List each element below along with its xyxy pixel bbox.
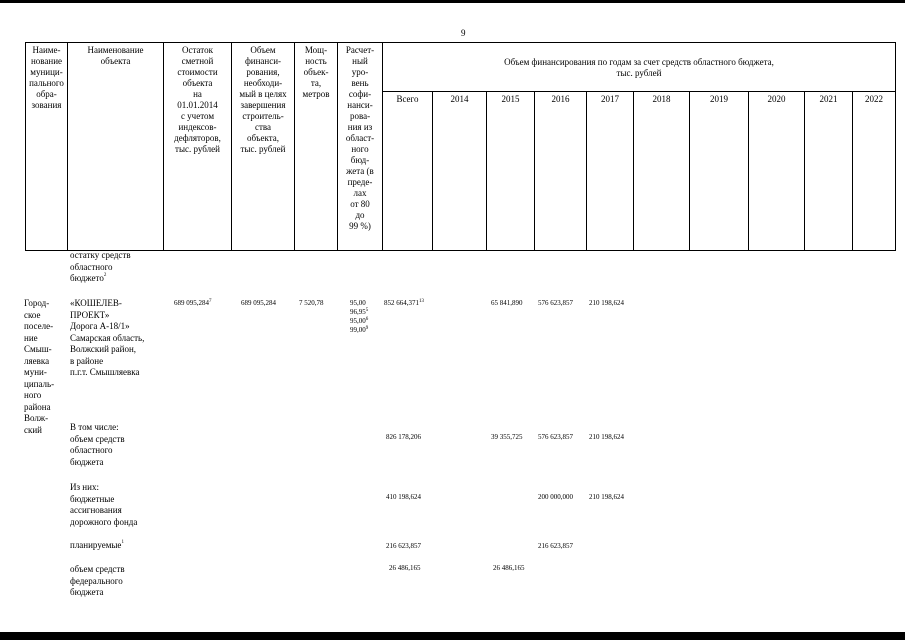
object-name: «КОШЕЛЕВ- ПРОЕКТ» Дорога А-18/1» Самарская область, Волжский район, в районе п.г.т. Смышляевка	[70, 298, 145, 377]
subrow-regional-label: В том числе: объем средств областного бюджета	[70, 422, 125, 467]
year-header-2022: 2022	[865, 94, 883, 104]
subrow-regional-2017: 210 198,624	[589, 433, 624, 441]
funding-value: 689 095,284	[241, 299, 276, 307]
subrow-regional-2016: 576 623,857	[538, 433, 573, 441]
year-header-2015: 2015	[501, 94, 520, 104]
main-total: 852 664,371$^{13}$	[384, 299, 424, 307]
subrow-road-fund-2016: 200 000,000	[538, 493, 573, 501]
subrow-road-fund-total: 410 198,624	[386, 493, 421, 501]
residual-value: 689 095,284$^7$	[174, 299, 212, 307]
main-2017: 210 198,624	[589, 299, 624, 307]
main-2015: 65 841,890	[491, 299, 523, 307]
year-header-2017: 2017	[601, 94, 619, 104]
header-funding-group: Объем финансирования по годам за счет средств областного бюджета, тыс. рублей	[504, 57, 774, 78]
main-2016: 576 623,857	[538, 299, 573, 307]
subrow-planned-total: 216 623,857	[386, 542, 421, 550]
subrow-federal-2015: 26 486,165	[493, 564, 525, 572]
municipality-name: Город- ское поселе- ние Смыш- ляевка муни- ципаль- ного района Волж- ский	[24, 298, 55, 435]
year-header-2019: 2019	[710, 94, 728, 104]
header-object-name: Наименование объекта	[87, 45, 144, 66]
year-header-2016: 2016	[551, 94, 570, 104]
subrow-regional-2015: 39 355,725	[491, 433, 523, 441]
capacity-value: 7 520,78	[299, 299, 324, 307]
header-capacity: Мощ- ность объек- та, метров	[302, 45, 330, 99]
page-number: 9	[461, 28, 466, 38]
carryover-text: остатку средств областного бюджето$^2$	[70, 250, 131, 283]
year-header-total: Всего	[396, 94, 419, 104]
scan-bottom-edge	[0, 632, 905, 640]
subrow-regional-total: 826 178,206	[386, 433, 421, 441]
year-header-2014: 2014	[450, 94, 469, 104]
subrow-road-fund-label: Из них: бюджетные ассигнования дорожного фонда	[70, 482, 138, 527]
header-residual-cost: Остаток сметной стоимости объекта на 01.01.2014 с учетом индексов- дефляторов, тыс. рублей	[174, 45, 221, 154]
subrow-federal-label: объем средств федерального бюджета	[70, 564, 125, 597]
subrow-federal-total: 26 486,165	[389, 564, 421, 572]
header-cofinancing: Расчет- ный уро- вень софи- нанси- рова- ния из област- ного бюд- жета (в преде- лах от 80 до 99 %)	[345, 45, 375, 231]
subrow-road-fund-2017: 210 198,624	[589, 493, 624, 501]
cofinancing-levels: 95,00 96,95$^5$ 95,00$^6$ 99,00$^9$	[350, 299, 369, 334]
year-header-2021: 2021	[819, 94, 838, 104]
year-header-2018: 2018	[652, 94, 671, 104]
scan-top-edge	[0, 0, 905, 3]
subrow-planned-2016: 216 623,857	[538, 542, 573, 550]
header-municipality: Наиме- нование муници- пального обра- зования	[29, 45, 64, 110]
year-header-2020: 2020	[767, 94, 786, 104]
header-funding-volume: Объем финанси- рования, необходи- мый в целях завершения строитель- ства объекта, тыс. рублей	[239, 45, 287, 154]
subrow-planned-label: планируемые$^1$	[70, 540, 124, 550]
